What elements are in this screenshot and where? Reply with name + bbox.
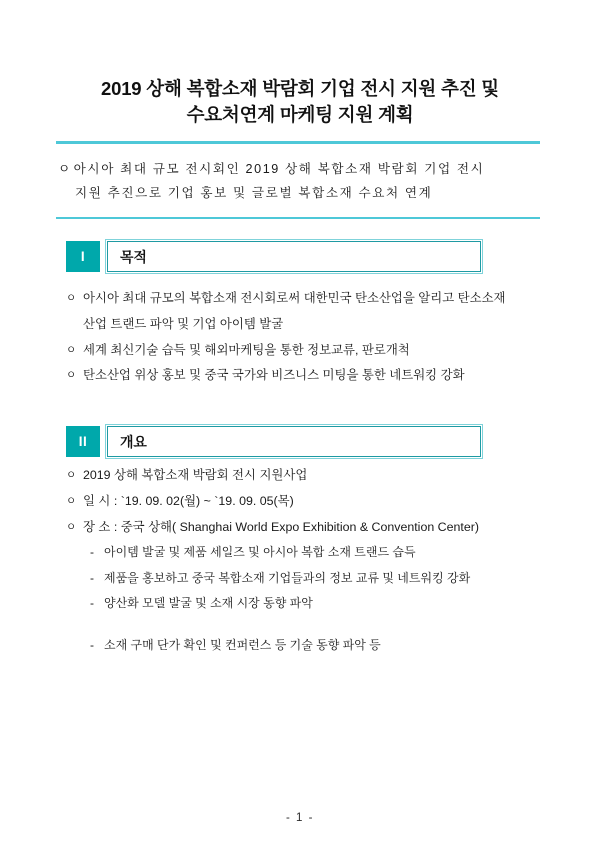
dash-marker: - (90, 545, 94, 560)
page-title (40, 76, 560, 129)
sub-list-item (66, 633, 556, 658)
schedule-text: 일 시 : `19. 09. 02(월) ~ `19. 09. 05(목) (83, 493, 294, 508)
section-header-1 (66, 241, 481, 272)
list-item-schedule (66, 489, 556, 515)
sub-list-item (66, 566, 556, 591)
section-title-1: 목적 (120, 248, 147, 265)
bullet-marker: ㅇ (66, 292, 77, 304)
dash-marker: - (90, 596, 94, 611)
section-2-list (66, 463, 556, 658)
bullet-marker: ㅇ (66, 369, 77, 382)
venue-text: 장 소 : 중국 상해( Shanghai World Expo Exhibition & Convention Center) (83, 519, 479, 534)
section-header-2 (66, 426, 481, 457)
section-1-list (66, 286, 556, 389)
summary-text (56, 144, 540, 217)
sub-list-item-text: 아이템 발굴 및 제품 세일즈 및 아시아 복합 소재 트랜드 습득 (104, 545, 416, 560)
page-title-line-2: 수요처연계 마케팅 지원 계획 (186, 104, 414, 126)
list-item (66, 286, 556, 338)
page-footer: - 1 - (286, 812, 314, 824)
bullet-marker: ㅇ (66, 343, 77, 356)
list-item-line-1: 세계 최신기술 습득 및 해외마케팅을 통한 정보교류, 판로개척 (83, 342, 410, 357)
bullet-marker: ㅇ (66, 520, 77, 533)
summary-line-1-text: 아시아 최대 규모 전시회인 2019 상해 복합소재 박람회 기업 전시 (73, 161, 485, 176)
summary-rule-bottom (56, 217, 540, 220)
list-item (66, 338, 556, 364)
list-item-line-1: 2019 상해 복합소재 박람회 전시 지원사업 (83, 468, 308, 482)
summary-line-2: 지원 추진으로 기업 홍보 및 글로벌 복합소재 수요처 연계 (75, 185, 433, 200)
list-item-line-1: 아시아 최대 규모의 복합소재 전시회로써 대한민국 탄소산업을 알리고 탄소소재 (83, 291, 506, 305)
section-title-2: 개요 (120, 433, 147, 450)
summary-bullet: ㅇ (58, 161, 71, 176)
sub-list-item (66, 540, 556, 565)
list-item (66, 363, 556, 389)
list-item-venue (66, 515, 556, 541)
sub-list-item-text: 제품을 홍보하고 중국 복합소재 기업들과의 정보 교류 및 네트워킹 강화 (104, 570, 471, 585)
section-title-box-1 (107, 241, 481, 272)
list-item-line-1: 탄소산업 위상 홍보 및 중국 국가와 비즈니스 미팅을 통한 네트워킹 강화 (83, 368, 465, 383)
sub-list-item-text: 양산화 모델 발굴 및 소재 시장 동향 파악 (104, 596, 313, 611)
summary-line-1 (58, 157, 538, 181)
summary-block (56, 141, 540, 219)
bullet-marker: ㅇ (66, 494, 77, 507)
list-item-line-2: 산업 트랜드 파악 및 기업 아이템 발굴 (83, 316, 284, 331)
dash-marker: - (90, 570, 94, 585)
section-numeral-1: I (66, 241, 100, 272)
bullet-marker: ㅇ (66, 469, 77, 481)
sub-list-item (66, 591, 556, 616)
list-item (66, 463, 556, 489)
page-title-line-1: 2019 상해 복합소재 박람회 기업 전시 지원 추진 및 (101, 78, 499, 99)
sub-list-item-text: 소재 구매 단가 확인 및 컨퍼런스 등 기술 동향 파악 등 (104, 637, 381, 652)
dash-marker: - (90, 637, 94, 652)
section-numeral-2: II (66, 426, 100, 457)
section-title-box-2 (107, 426, 481, 457)
